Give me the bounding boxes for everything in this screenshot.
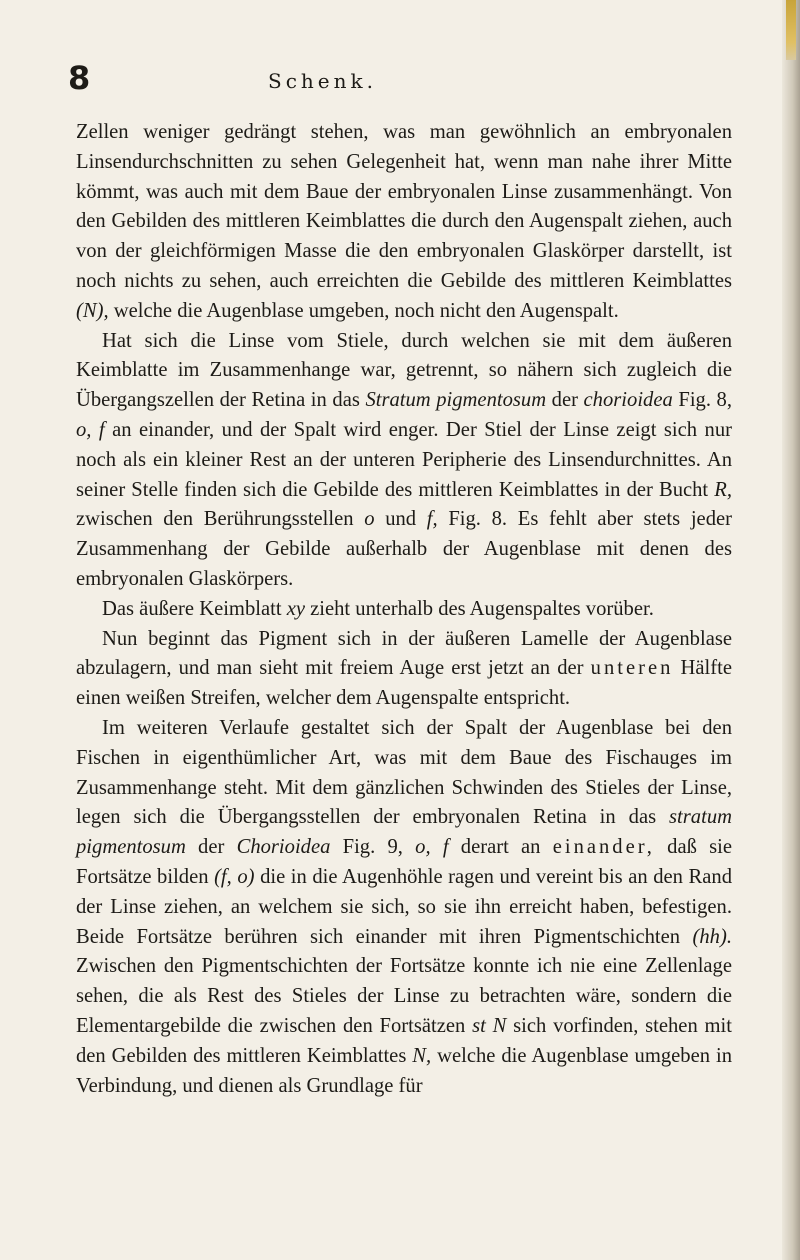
italic-run: R,	[714, 478, 732, 501]
text-run: und	[374, 508, 427, 531]
text-run: die in die Augenhöhle ragen und vereint bis an den Rand der Linse ziehen, an welchem sie sich, so sie ihn erreicht haben, befestigen. Beide Fortsätze berühren sich einander mit ihren Pigmentschichten	[76, 865, 732, 948]
italic-run: chorioidea	[583, 389, 673, 412]
body-text	[76, 118, 732, 1101]
text-run: Zwischen den Pigmentschichten der Fortsätze konnte ich nie eine Zellenlage sehen, die als Rest des Stieles der Linse zu betrachten wäre, sondern die Elementargebilde die zwischen den Fortsätzen	[76, 955, 732, 1037]
text-run: der	[546, 389, 584, 412]
text-run: zieht unterhalb des Augenspaltes vorüber.	[304, 597, 654, 620]
italic-run: xy	[286, 597, 305, 620]
text-run: welche die Augenblase umgeben in Verbindung, und dienen als Grundlage für	[76, 1044, 732, 1097]
page-edge	[782, 0, 800, 1260]
text-run: Im weiteren Verlaufe gestaltet sich der Spalt der Augenblase bei den Fischen in eigenthümlicher Art, was mit dem Baue des Fischauges im Zusammenhange steht. Mit dem gänzlichen Schwinden des Stieles der Linse, legen sich die Übergangsstellen der embryonalen Retina in das	[76, 716, 732, 829]
italic-run: (hh).	[692, 925, 732, 948]
page-header	[68, 58, 728, 98]
text-run: Fig. 8. Es fehlt aber stets jeder Zusammenhang der Gebilde außerhalb der Augenblase mit denen des embryonalen Glaskörpers.	[76, 508, 732, 590]
italic-run: stratum pigmentosum	[76, 806, 732, 859]
text-run: Fig. 8,	[672, 389, 733, 412]
paragraph-1	[76, 118, 732, 327]
spaced-run: einander,	[552, 836, 655, 859]
paragraph-5	[76, 714, 732, 1101]
italic-run: o, f	[415, 836, 449, 859]
italic-run: (N),	[76, 299, 109, 322]
italic-run: (f, o)	[214, 865, 255, 888]
paragraph-3	[76, 595, 732, 625]
italic-run: Chorioidea	[236, 836, 331, 859]
spaced-run: unteren	[590, 657, 674, 680]
italic-run: f,	[426, 508, 438, 531]
text-run: der	[185, 836, 237, 859]
italic-run: o	[364, 508, 375, 531]
text-run: Hat sich die Linse vom Stiele, durch welchen sie mit dem äußeren Keimblatte im Zusammenhange war, getrennt, so nähern sich zugleich die Übergangszellen der Retina in das	[76, 329, 732, 412]
italic-run: o, f	[76, 418, 105, 441]
text-run: Zellen weniger gedrängt stehen, was man gewöhnlich an embryonalen Linsendurchschnitten zu sehen Gelegenheit hat, wenn man nahe ihrer Mitte kömmt, was auch mit dem Baue der embryonalen Linse zusammenhängt. Von den Gebilden des mittleren Keimblattes die durch den Augenspalt ziehen, auch von der gleichförmigen Masse die den embryonalen Glaskörper darstellt, ist noch nichts zu sehen, auch erreichten die Gebilde des mittleren Keimblattes	[76, 121, 732, 292]
text-run: sich vorfinden, stehen mit den Gebilden des mittleren Keimblattes	[76, 1014, 732, 1067]
text-run: Hälfte einen weißen Streifen, welcher dem Augenspalte entspricht.	[76, 657, 732, 710]
text-run: Fig. 9,	[330, 836, 416, 859]
italic-run: N,	[412, 1044, 432, 1067]
page-edge-tab	[786, 0, 796, 60]
text-run: Das äußere Keimblatt	[102, 597, 287, 620]
text-run: zwischen den Berührungsstellen	[76, 508, 365, 531]
text-run: derart an	[448, 836, 553, 859]
italic-run: Stratum pigmentosum	[365, 389, 547, 412]
text-run: an einander, und der Spalt wird enger. Der Stiel der Linse zeigt sich nur noch als ein kleiner Rest an der unteren Peripherie des Linsendurchnittes. An seiner Stelle finden sich die Gebilde des mittleren Keimblattes in der Bucht	[76, 418, 732, 501]
running-head: Schenk.	[268, 69, 377, 93]
text-run: Nun beginnt das Pigment sich in der äußeren Lamelle der Augenblase abzulagern, und man sieht mit freiem Auge erst jetzt an der	[76, 627, 732, 680]
italic-run: st N	[472, 1014, 507, 1037]
text-run: welche die Augenblase umgeben, noch nicht den Augenspalt.	[108, 299, 619, 322]
paragraph-4	[76, 625, 732, 714]
page-number: 8	[68, 59, 91, 97]
paragraph-2	[76, 327, 732, 595]
text-run: daß sie Fortsätze bilden	[76, 836, 732, 888]
